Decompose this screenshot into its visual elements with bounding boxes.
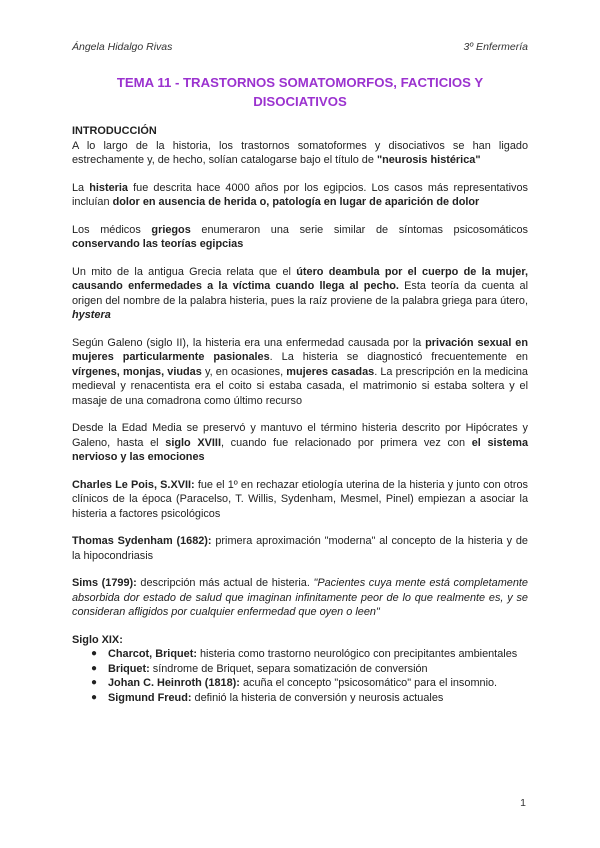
bullet-icon: ● [91, 648, 98, 659]
bullet-icon: ● [91, 677, 98, 688]
text: y, en ocasiones, [201, 365, 287, 378]
page-number: 1 [520, 797, 526, 809]
bullet-icon: ● [91, 691, 98, 703]
bold-text: Charles Le Pois, S.XVII: [72, 478, 195, 491]
text: fue el 1º en rechazar etiología uterina de la histeria y junto con otros clínicos de la época (Paracelso, T. Willis, Sydenham, Mesmel, Pinel) empiezan a asociar la histeria a factores psicológicos [72, 478, 528, 520]
section-heading-siglo-xix: Siglo XIX: [72, 633, 123, 646]
text: definió la histeria de conversión y neurosis actuales [191, 691, 444, 704]
text: La [72, 181, 90, 194]
bold-text: el sistema nervioso y las emociones [72, 436, 529, 463]
italic-quote: "Pacientes cuya mente está completamente absorbida dor estado de salud que imaginan infinitamente peor de lo que realmente es, y se consideran afligidos por cualquier enfermedad que oyen o leen" [72, 577, 528, 618]
list-item [91, 662, 528, 677]
paragraph-4 [72, 265, 528, 323]
bold-text: Johan C. Heinroth (1818): [108, 677, 240, 689]
bold-text: Thomas Sydenham (1682): [72, 535, 212, 547]
text: primera aproximación "moderna" al concepto de la histeria y de la hipocondriasis [72, 535, 528, 562]
document-title [72, 73, 528, 111]
bold-text: Briquet: [108, 662, 150, 675]
text: Esta teoría da cuenta al origen del nombre de la palabra histeria, pues la raíz proviene de la palabra griega para útero, [72, 280, 528, 307]
header-author: Ángela Hidalgo Rivas [72, 41, 173, 53]
header-course: 3º Enfermería [463, 41, 528, 53]
bold-text: Sigmund Freud: [108, 691, 192, 704]
text: enumeraron una serie similar de síntomas psicosomáticos [190, 223, 529, 236]
text: síndrome de Briquet, separa somatización de conversión [149, 662, 428, 675]
bold-text: "neurosis histérica" [376, 154, 481, 166]
paragraph-8 [72, 534, 528, 563]
paragraph-1 [72, 139, 528, 168]
paragraph-3 [72, 223, 528, 252]
text: Un mito de la antigua Grecia relata que el [72, 265, 297, 278]
paragraph-2 [72, 181, 528, 210]
text: acuña el concepto "psicosomático" para el insomnio. [239, 677, 498, 689]
paragraph-6 [72, 421, 528, 465]
text: Los médicos [72, 223, 152, 236]
bold-text: dolor en ausencia de herida o, patología en lugar de aparición de dolor [112, 196, 480, 208]
text: Desde la Edad Media se preservó y mantuvo el término histeria descrito por Hipócrates y Galeno, hasta el [72, 422, 528, 449]
bold-italic-text: hystera [72, 309, 111, 321]
bold-text: griegos [151, 223, 191, 236]
text: fue descrita hace 4000 años por los egipcios. Los casos más representativos incluían [72, 181, 528, 208]
bold-text: vírgenes, monjas, viudas [72, 365, 202, 378]
bold-text: mujeres casadas [286, 365, 375, 378]
bold-text: útero deambula por el cuerpo de la mujer, causando enfermedades a la víctima cuando llega al pecho. [72, 265, 529, 292]
bold-text: siglo XVIII [165, 436, 221, 449]
title-line-1: TEMA 11 - TRASTORNOS SOMATOMORFOS, FACTICIOS Y [116, 75, 484, 90]
bold-text: Sims (1799): [72, 577, 137, 589]
list-item [91, 647, 528, 662]
title-line-2: DISOCIATIVOS [253, 94, 347, 109]
section-heading-introduccion: INTRODUCCIÓN [72, 125, 157, 137]
text: descripción más actual de histeria. [136, 577, 314, 589]
document-body [72, 124, 528, 705]
bold-text: Charcot, Briquet: [108, 648, 197, 660]
text: Según Galeno (siglo II), la histeria era una enfermedad causada por la [72, 336, 426, 349]
bullet-icon: ● [91, 662, 98, 674]
siglo-xix-list [72, 647, 528, 705]
text: . La prescripción en la medicina medieval y renacentista era el coito si estaba casada, el matrimonio si estaba soltera y el masaje de una comadrona como último recurso [72, 365, 528, 407]
bold-text: privación sexual en mujeres particularmente pasionales [72, 336, 528, 363]
list-item [91, 676, 528, 691]
paragraph-9 [72, 576, 528, 620]
text: histeria como trastorno neurológico con precipitantes ambientales [196, 648, 518, 660]
list-item [91, 691, 528, 706]
text: A lo largo de la historia, los trastornos somatoformes y disociativos se han ligado estrechamente y, de hecho, solían catalogarse bajo el título de [72, 139, 528, 166]
paragraph-7 [72, 478, 528, 522]
paragraph-5 [72, 336, 528, 409]
bold-text: conservando las teorías egipcias [72, 238, 244, 250]
bold-text: histeria [89, 181, 128, 194]
text: . La histeria se diagnosticó frecuentemente en [269, 351, 528, 363]
text: , cuando fue relacionado por primera vez con [220, 436, 472, 449]
